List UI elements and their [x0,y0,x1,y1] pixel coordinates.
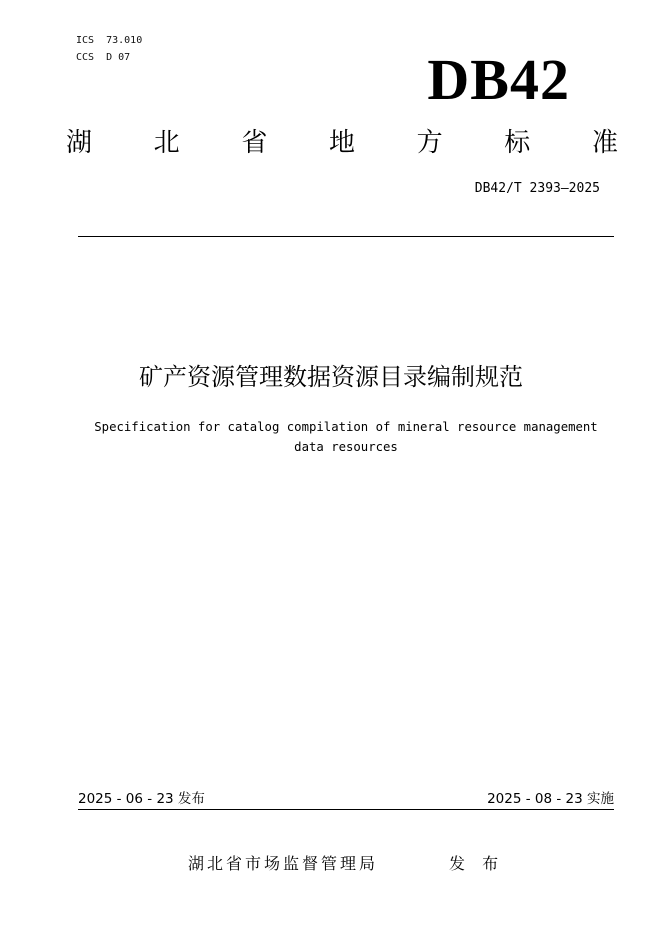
release-date: 2025 - 06 - 23 发布 [78,791,205,807]
implementation-date: 2025 - 08 - 23 实施 [487,791,614,807]
header-divider [78,236,614,237]
standard-type-char: 湖 [66,128,93,158]
classification-codes [76,32,142,66]
standard-type-char: 地 [328,128,355,158]
standard-type-char: 准 [591,128,618,158]
english-title-line: Specification for catalog compilation of mineral resource management [94,420,598,434]
ccs-code: CCS D 07 [76,52,131,63]
standard-logo: DB42 [427,47,570,112]
chinese-title: 矿产资源管理数据资源目录编制规范 [139,363,523,391]
standard-type-char: 方 [416,128,443,158]
english-title [70,417,622,457]
standard-type-char: 北 [153,128,180,158]
standard-type-title [66,125,618,161]
standard-type-char: 标 [504,128,531,158]
standard-type-char: 省 [241,128,268,158]
ics-code: ICS 73.010 [76,35,143,46]
publisher-name: 湖北省市场监督管理局 [188,854,379,873]
publish-label: 发 布 [449,854,505,873]
footer-divider [78,809,614,810]
standard-number: DB42/T 2393—2025 [474,181,600,196]
english-title-line: data resources [294,440,398,454]
